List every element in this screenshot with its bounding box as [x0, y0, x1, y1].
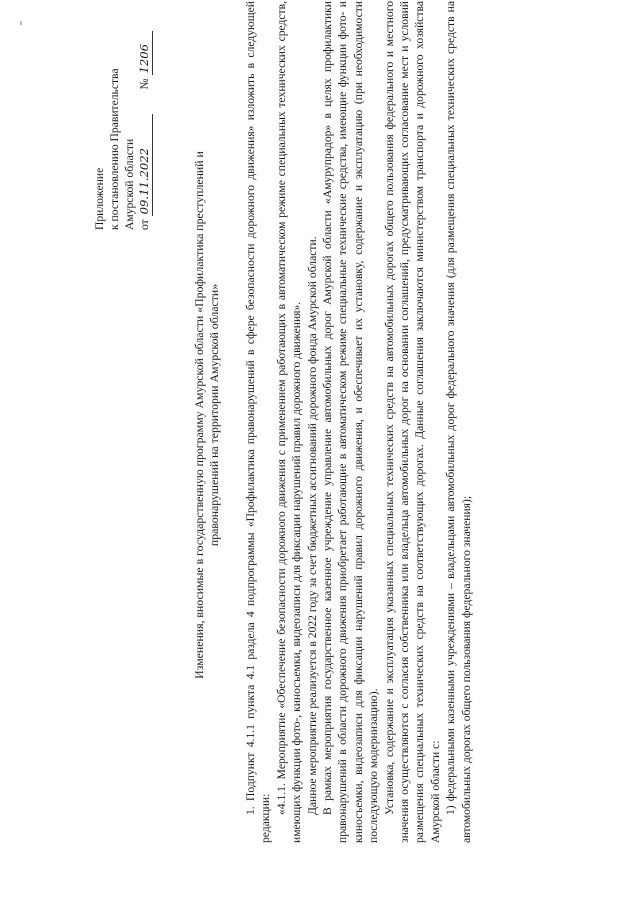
- approval-line-region: Амурской области: [123, 138, 136, 230]
- document-title: [192, 0, 222, 845]
- approval-line-decree: к постановлению Правительства: [108, 68, 121, 230]
- from-prefix: от: [138, 219, 151, 230]
- paragraph: Данное мероприятие реализуется в 2022 году за счет бюджетных ассигнований дорожного фонда Амурской области.: [305, 236, 319, 815]
- approval-date-number: [137, 30, 153, 230]
- approval-title: Приложение: [93, 167, 106, 230]
- paragraph: «4.1.1. Мероприятие «Обеспечение безопасности дорожного движения с применением работающих в автоматическом режиме специальных технических средств, имеющих функции фото-, киносъемки, видеозаписи для фиксации нарушений правил дорожного движения».: [274, 1, 304, 843]
- approval-block: [92, 30, 153, 230]
- paragraph: Установка, содержание и эксплуатация указанных специальных технических средств на автомобильных дорогах общего пользования федерального и местного значения осуществляются с согласия собственника или владельца автомобильных дорог на основании соглашений, предусматривающих согласование мест и условий размещения специальных технических средств на соответствующих дорогах. Данные соглашения заключаются министерством транспорта и дорожного хозяйства Амурской области с:: [382, 1, 442, 843]
- title-line-1: Изменения, вносимые в государственную программу Амурской области «Профилактика преступлений и: [192, 151, 206, 679]
- handwritten-number: 1206: [137, 32, 153, 76]
- paragraph: 1) федеральными казенными учреждениями – владельцами автомобильных дорог федерального значения (для размещения специальных технических средств на автомобильных дорогах общего пользования федерального значения);: [444, 1, 473, 843]
- handwritten-date: 09.11.2022: [137, 114, 153, 216]
- paragraph: В рамках мероприятия государственное казенное учреждение управление автомобильных дорог Амурской области «Амурупрадор» в целях профилактики правонарушений в области дорожного движения приобретает работающие в автоматическом режиме специальные технические средства, имеющие функции фото- и киносъемки, видеозаписи для фиксации нарушений правил дорожного движения, и обеспечивает их установку, содержание и эксплуатацию (при необходимости последующую модернизацию).: [321, 1, 381, 843]
- document-body: [243, 1, 474, 843]
- scan-mark: [20, 21, 22, 25]
- paragraph: 1. Подпункт 4.1.1 пункта 4.1 раздела 4 подпрограммы «Профилактика правонарушений в сфере безопасности дорожного движения» изложить в следующей редакции:: [244, 1, 273, 843]
- number-prefix: №: [138, 78, 151, 90]
- title-line-2: правонарушений на территории Амурской области»: [207, 283, 221, 547]
